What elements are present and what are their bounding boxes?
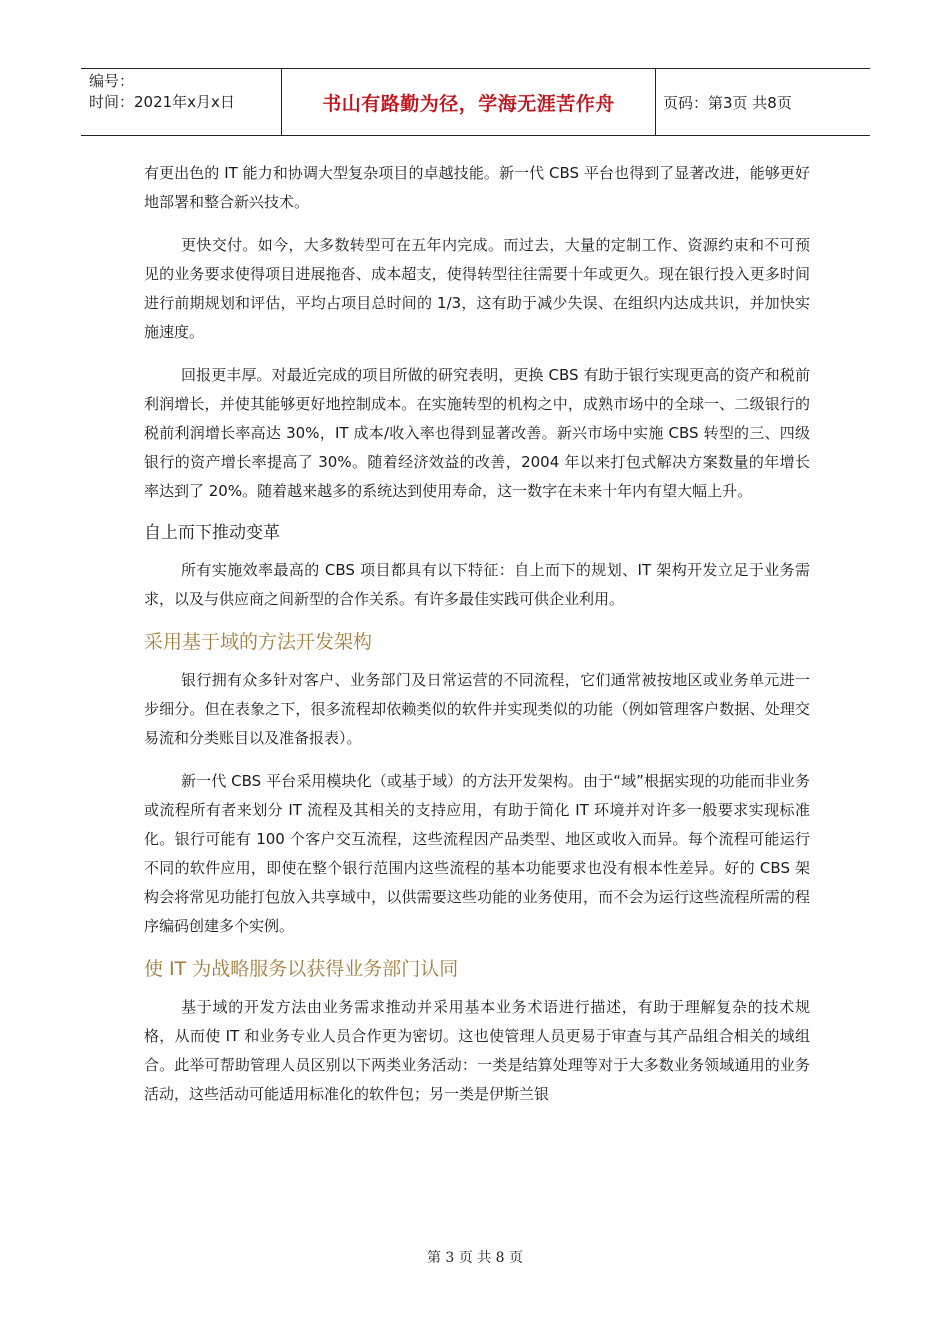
- page-footer: 第 3 页 共 8 页: [426, 1250, 524, 1266]
- paragraph-1: 有更出色的 IT 能力和协调大型复杂项目的卓越技能。新一代 CBS 平台也得到了显著改进，能够更好地部署和整合新兴技术。: [144, 164, 810, 211]
- paragraph-7: 基于域的开发方法由业务需求推动并采用基本业务术语进行描述，有助于理解复杂的技术规格，从而使 IT 和业务专业人员合作更为密切。这也使管理人员更易于审查与其产品组合相关的域组合。此举可帮助管理人员区别以下两类业务活动：一类是结算处理等对于大多数业务领域通用的业务活动，这些活动可能适用标准化的软件包；另一类是伊斯兰银: [144, 998, 810, 1103]
- section-heading-2: 采用基于域的方法开发架构: [144, 631, 373, 653]
- paragraph-2: 更快交付。如今，大多数转型可在五年内完成。而过去，大量的定制工作、资源约束和不可预见的业务要求使得项目进展拖沓、成本超支，使得转型往往需要十年或更久。现在银行投入更多时间进行前期规划和评估，平均占项目总时间的 1/3，这有助于减少失误、在组织内达成共识，并加快实施速度。: [144, 236, 810, 341]
- section-heading-3: 使 IT 为战略服务以获得业务部门认同: [144, 958, 459, 980]
- header-table: [81, 68, 870, 136]
- paragraph-5: 银行拥有众多针对客户、业务部门及日常运营的不同流程，它们通常被按地区或业务单元进一步细分。但在表象之下，很多流程却依赖类似的软件并实现类似的功能（例如管理客户数据、处理交易流和分类账目以及准备报表）。: [144, 671, 810, 747]
- paragraph-6: 新一代 CBS 平台采用模块化（或基于域）的方法开发架构。由于“域”根据实现的功能而非业务或流程所有者来划分 IT 流程及其相关的支持应用，有助于简化 IT 环境并对许多一般要求实现标准化。银行可能有 100 个客户交互流程，这些流程因产品类型、地区或收入而异。每个流程可能运行不同的软件应用，即使在整个银行范围内这些流程的基本功能要求也没有根本性差异。好的 CBS 架构会将常见功能打包放入共享域中，以供需要这些功能的业务使用，而不会为运行这些流程所需的程序编码创建多个实例。: [144, 772, 810, 935]
- header-page-info: 页码：第3页 共8页: [663, 93, 792, 112]
- number-label: 编号：: [89, 72, 135, 90]
- paragraph-3: 回报更丰厚。对最近完成的项目所做的研究表明，更换 CBS 有助于银行实现更高的资产和税前利润增长，并使其能够更好地控制成本。在实施转型的机构之中，成熟市场中的全球一、二级银行的税前利润增长率高达 30%，IT 成本/收入率也得到显著改善。新兴市场中实施 CBS 转型的三、四级银行的资产增长率提高了 30%。随着经济效益的改善，2004 年以来打包式解决方案数量的年增长率达到了 20%。随着越来越多的系统达到使用寿命，这一数字在未来十年内有望大幅上升。: [144, 366, 810, 500]
- section-heading-1: 自上而下推动变革: [144, 523, 280, 543]
- header-motto: 书山有路勤为径，学海无涯苦作舟: [281, 69, 656, 135]
- paragraph-4: 所有实施效率最高的 CBS 项目都具有以下特征：自上而下的规划、IT 架构开发立足于业务需求，以及与供应商之间新型的合作关系。有许多最佳实践可供企业利用。: [144, 561, 810, 608]
- document-body: [144, 159, 810, 1109]
- date-label: 时间：2021年x月x日: [89, 93, 235, 111]
- header-meta: [81, 69, 281, 135]
